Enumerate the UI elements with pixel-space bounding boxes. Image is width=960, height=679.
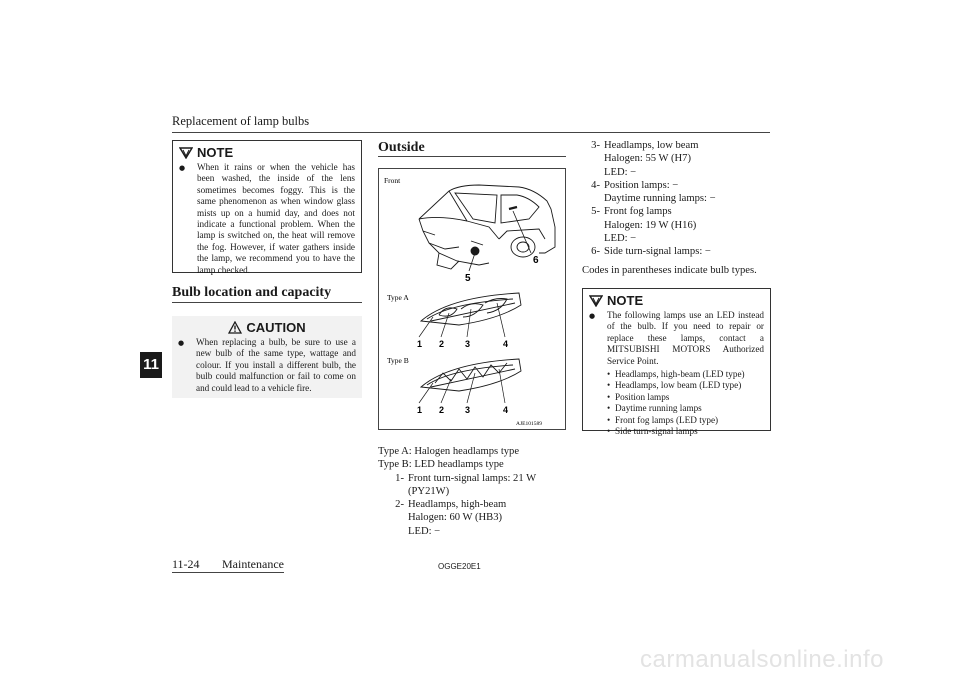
caution-item xyxy=(172,337,362,394)
bullet-icon: ● xyxy=(178,339,185,347)
bulb-item-1 xyxy=(378,472,578,499)
type-a-callout-1: 1 xyxy=(417,339,423,349)
chapter-tab: 11 xyxy=(140,352,162,378)
bullet-icon: ● xyxy=(589,312,596,320)
note-icon xyxy=(589,295,603,307)
note-text: When it rains or when the vehicle has been washed, the inside of the lens sometimes becomes foggy. This is the same phenomenon as when window glass mists up on a humid day, and does not indicate a functional problem. When the lamp is switched on, the heat will remove the fog. However, if water gathers inside the lamp, we recommend you to have the lamp checked. xyxy=(197,162,355,275)
bulb-num: 1- xyxy=(395,472,404,484)
note-text: The following lamps use an LED instead of the bulb. If you need to repair or replace these lamps, contact a MITSUBISHI MOTORS Authorized Service Point. xyxy=(607,310,764,366)
bulb-line: Side turn-signal lamps: − xyxy=(604,246,711,258)
running-header: Replacement of lamp bulbs xyxy=(172,114,310,128)
bulb-item-6 xyxy=(574,245,774,258)
type-a-callout-2: 2 xyxy=(439,339,445,349)
type-b-callout-2: 2 xyxy=(439,405,445,415)
section-rule xyxy=(172,302,362,303)
bulb-line: Headlamps, high-beam xyxy=(408,499,507,511)
figure-code: AJE101589 xyxy=(516,421,542,427)
led-lamp-list xyxy=(607,369,764,437)
warning-icon xyxy=(228,321,242,334)
bulb-line: LED: − xyxy=(604,166,637,178)
label-type-a: Type A xyxy=(387,293,409,302)
section-title-outside: Outside xyxy=(378,140,425,155)
note-item xyxy=(173,162,361,276)
footer-rule xyxy=(172,572,284,573)
caution-text: When replacing a bulb, be sure to use a new bulb of the same type, wattage and colour. If you install a different bulb, the bulb could malfunction or fail to come on and could lead to a vehicle fire. xyxy=(196,337,356,393)
label-front: Front xyxy=(384,176,401,185)
lamp-location-figure xyxy=(378,168,566,430)
callout-5: 5 xyxy=(465,273,471,284)
bulb-line: Halogen: 60 W (HB3) xyxy=(408,512,503,524)
bulb-num: 6- xyxy=(591,246,600,258)
type-a-callout-4: 4 xyxy=(503,339,509,349)
bulb-item-4 xyxy=(574,179,774,206)
type-b-callout-1: 1 xyxy=(417,405,423,415)
type-b-callout-3: 3 xyxy=(465,405,471,415)
note-icon xyxy=(179,147,193,159)
type-b-text: Type B: LED headlamps type xyxy=(378,459,504,471)
bulb-line: Position lamps: − xyxy=(604,179,679,191)
bulb-item-5 xyxy=(574,205,774,245)
bulb-line: Halogen: 19 W (H16) xyxy=(604,219,697,231)
header-rule xyxy=(172,132,770,133)
list-item: • Daytime running lamps xyxy=(607,403,764,414)
figure-drawing xyxy=(379,169,565,429)
bulb-item-3 xyxy=(574,139,774,179)
note-box xyxy=(172,140,362,273)
caution-heading xyxy=(172,316,362,337)
list-item: • Headlamps, low beam (LED type) xyxy=(607,380,764,391)
label-type-b: Type B xyxy=(387,356,409,365)
type-b-callout-4: 4 xyxy=(503,405,509,415)
bulb-line: Daytime running lamps: − xyxy=(604,193,716,205)
type-a-text: Type A: Halogen headlamps type xyxy=(378,446,520,457)
bulb-num: 3- xyxy=(591,140,600,151)
bulb-num: 5- xyxy=(591,206,600,218)
section-title-bulb-location: Bulb location and capacity xyxy=(172,285,332,300)
headlamp-type-b xyxy=(421,359,521,391)
list-item: • Headlamps, high-beam (LED type) xyxy=(607,369,764,380)
caution-title: CAUTION xyxy=(246,320,306,335)
bulb-line: Headlamps, low beam xyxy=(604,140,699,151)
type-a-callout-3: 3 xyxy=(465,339,471,349)
note-box-led xyxy=(582,288,771,437)
bulb-num: 4- xyxy=(591,179,600,191)
bulb-line: LED: − xyxy=(408,525,441,537)
page-number: 11-24 xyxy=(172,557,200,571)
note-heading xyxy=(583,289,770,310)
callout-6: 6 xyxy=(533,255,539,266)
list-item: • Position lamps xyxy=(607,392,764,403)
type-list xyxy=(378,445,578,538)
list-item: • Front fog lamps (LED type) xyxy=(607,415,764,426)
note-heading xyxy=(173,141,361,162)
list-item: • Side turn-signal lamps xyxy=(607,426,764,437)
watermark: carmanualsonline.info xyxy=(640,646,884,673)
caution-box xyxy=(172,316,362,398)
footer-section: Maintenance xyxy=(222,557,284,571)
note-item xyxy=(583,310,770,437)
section-rule xyxy=(378,156,566,157)
bulb-list-continued xyxy=(574,139,774,259)
bulb-num: 2- xyxy=(395,499,404,511)
bulb-line: Halogen: 55 W (H7) xyxy=(604,153,691,165)
bulb-item-2 xyxy=(378,498,578,538)
note-title: NOTE xyxy=(607,293,644,308)
bulb-line: Front turn-signal lamps: 21 W (PY21W) xyxy=(408,472,536,497)
bulb-line: LED: − xyxy=(604,233,637,245)
bullet-icon: ● xyxy=(179,164,186,172)
bulb-line: Front fog lamps xyxy=(604,206,672,218)
doc-code: OGGE20E1 xyxy=(438,562,481,571)
codes-note: Codes in parentheses indicate bulb types. xyxy=(582,265,757,276)
note-title: NOTE xyxy=(197,145,234,160)
